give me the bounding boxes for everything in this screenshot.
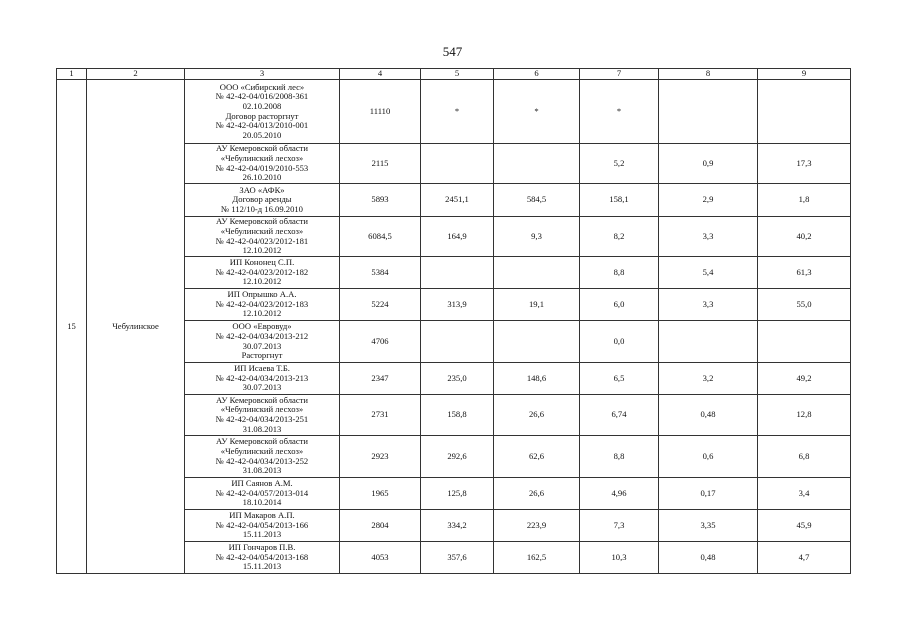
lessee-line: № 42-42-04/034/2013-251 [215,414,309,424]
value-cell-c7: 6,5 [580,363,659,395]
lessee-cell [185,510,340,542]
value-cell-c9: 49,2 [758,363,851,395]
lessee-line: 12.10.2012 [242,276,282,287]
lessee-cell [185,144,340,184]
value-cell-c9: 12,8 [758,395,851,436]
value-cell-c8: 0,9 [659,144,758,184]
value-cell-c5: 357,6 [421,542,494,574]
lessee-line: 20.05.2010 [242,129,282,140]
lessee-cell [185,436,340,478]
value-cell-c5: 164,9 [421,217,494,257]
value-cell-c9: 61,3 [758,257,851,289]
lessee-line: ЗАО «АФК» [239,184,285,195]
lessee-line: № 42-42-04/034/2013-212 [215,330,309,341]
lessee-line: Договор аренды [232,194,292,205]
value-cell-c4: 2731 [340,395,421,436]
value-cell-c4: 2923 [340,436,421,478]
lessee-line: Расторгнут [241,350,283,361]
lessee-cell [185,363,340,395]
value-cell-c4: 4053 [340,542,421,574]
lessee-cell [185,184,340,217]
value-cell-c7: 6,0 [580,289,659,321]
value-cell-c9: 45,9 [758,510,851,542]
column-header: 9 [758,69,851,80]
lessee-line: № 42-42-04/034/2013-213 [215,372,309,383]
lessee-line: № 112/10-д 16.09.2010 [221,203,303,214]
value-cell-c6: 26,6 [494,478,580,510]
table-header-row [57,69,851,80]
lessee-line: «Чебулинский лесхоз» [220,225,304,236]
value-cell-c9: 17,3 [758,144,851,184]
value-cell-c8: 3,3 [659,289,758,321]
value-cell-c7: 10,3 [580,542,659,574]
lessee-line: ИП Опрышко А.А. [227,289,297,300]
lessee-line: № 42-42-04/016/2008-361 [215,91,309,102]
lessee-line: 31.08.2013 [242,423,282,434]
value-cell-c4: 2804 [340,510,421,542]
lessee-cell [185,257,340,289]
lessee-line: № 42-42-04/023/2012-182 [215,266,309,277]
value-cell-c7: 8,8 [580,436,659,478]
value-cell-c6: 26,6 [494,395,580,436]
column-header: 6 [494,69,580,80]
value-cell-c4: 11110 [340,80,421,144]
value-cell-c7: 5,2 [580,144,659,184]
lessee-line: «Чебулинский лесхоз» [220,404,304,415]
lessee-cell [185,395,340,436]
value-cell-c9: 55,0 [758,289,851,321]
value-cell-c6: 162,5 [494,542,580,574]
lessee-line: ООО «Евровуд» [232,321,292,332]
value-cell-c9 [758,80,851,144]
value-cell-c6: * [494,80,580,144]
lessee-line: № 42-42-04/023/2012-181 [215,235,309,246]
region-number-cell: 15 [57,80,87,574]
lessee-cell [185,217,340,257]
value-cell-c7: 6,74 [580,395,659,436]
lessee-line: № 42-42-04/023/2012-183 [215,298,309,309]
value-cell-c7: 8,8 [580,257,659,289]
value-cell-c4: 4706 [340,321,421,363]
value-cell-c5: 235,0 [421,363,494,395]
lessee-line: ИП Кононец С.П. [229,257,295,268]
value-cell-c6: 148,6 [494,363,580,395]
lessee-cell [185,321,340,363]
lessee-line: 12.10.2012 [242,245,282,256]
value-cell-c5 [421,144,494,184]
value-cell-c4: 2347 [340,363,421,395]
value-cell-c4: 5224 [340,289,421,321]
value-cell-c8: 0,48 [659,542,758,574]
value-cell-c4: 5384 [340,257,421,289]
value-cell-c9: 1,8 [758,184,851,217]
value-cell-c9: 3,4 [758,478,851,510]
value-cell-c5: 2451,1 [421,184,494,217]
lessee-line: 18.10.2014 [242,497,282,508]
lessee-line: 30.07.2013 [242,382,282,393]
value-cell-c6: 19,1 [494,289,580,321]
value-cell-c6: 223,9 [494,510,580,542]
lessee-line: АУ Кемеровской области [215,143,309,154]
value-cell-c9: 40,2 [758,217,851,257]
value-cell-c8: 3,2 [659,363,758,395]
lessee-line: № 42-42-04/034/2013-252 [215,455,309,466]
lessee-line: ИП Гончаров П.В. [228,542,296,553]
value-cell-c5: 313,9 [421,289,494,321]
value-cell-c5: 334,2 [421,510,494,542]
region-name-cell: Чебулинское [87,80,185,574]
value-cell-c7: 7,3 [580,510,659,542]
value-cell-c8: 0,17 [659,478,758,510]
value-cell-c7: * [580,80,659,144]
lessee-line: ИП Саянов А.М. [231,478,293,489]
lessee-line: АУ Кемеровской области [215,394,309,405]
value-cell-c5: * [421,80,494,144]
value-cell-c6: 62,6 [494,436,580,478]
value-cell-c7: 4,96 [580,478,659,510]
value-cell-c8: 0,6 [659,436,758,478]
lessee-line: ИП Исаева Т.Б. [234,363,290,374]
lessee-line: 15.11.2013 [242,561,282,572]
value-cell-c6 [494,321,580,363]
value-cell-c8: 0,48 [659,395,758,436]
lessee-line: 02.10.2008 [242,100,282,111]
lessee-line: «Чебулинский лесхоз» [220,445,304,456]
lease-table [56,68,851,574]
value-cell-c8: 3,3 [659,217,758,257]
lessee-line: № 42-42-04/019/2010-553 [215,162,309,173]
column-header: 5 [421,69,494,80]
value-cell-c6 [494,144,580,184]
value-cell-c7: 0,0 [580,321,659,363]
lessee-line: «Чебулинский лесхоз» [220,152,304,163]
lessee-line: Договор расторгнут [225,110,299,121]
value-cell-c4: 2115 [340,144,421,184]
value-cell-c4: 6084,5 [340,217,421,257]
page-number: 547 [442,44,463,59]
lessee-line: 26.10.2010 [242,172,282,183]
value-cell-c8 [659,80,758,144]
column-header: 3 [185,69,340,80]
lessee-line: № 42-42-04/054/2013-166 [215,519,309,530]
column-header: 7 [580,69,659,80]
lessee-line: № 42-42-04/013/2010-001 [215,120,309,131]
lessee-cell [185,542,340,574]
lessee-line: 15.11.2013 [242,529,282,540]
value-cell-c7: 8,2 [580,217,659,257]
value-cell-c8: 2,9 [659,184,758,217]
value-cell-c8: 3,35 [659,510,758,542]
lessee-cell [185,289,340,321]
column-header: 4 [340,69,421,80]
lessee-line: 30.07.2013 [242,340,282,351]
value-cell-c7: 158,1 [580,184,659,217]
value-cell-c9: 4,7 [758,542,851,574]
column-header: 1 [57,69,87,80]
lessee-line: ООО «Сибирский лес» [219,81,305,92]
lessee-cell [185,478,340,510]
lessee-line: АУ Кемеровской области [215,216,309,227]
value-cell-c4: 1965 [340,478,421,510]
value-cell-c6 [494,257,580,289]
value-cell-c5: 292,6 [421,436,494,478]
lessee-cell [185,80,340,144]
lessee-line: 31.08.2013 [242,465,282,476]
value-cell-c5: 158,8 [421,395,494,436]
lessee-line: ИП Макаров А.П. [229,510,295,521]
value-cell-c8 [659,321,758,363]
column-header: 8 [659,69,758,80]
value-cell-c4: 5893 [340,184,421,217]
value-cell-c6: 584,5 [494,184,580,217]
value-cell-c6: 9,3 [494,217,580,257]
column-header: 2 [87,69,185,80]
value-cell-c5 [421,321,494,363]
value-cell-c5: 125,8 [421,478,494,510]
value-cell-c9 [758,321,851,363]
lessee-line: 12.10.2012 [242,308,282,319]
lessee-line: № 42-42-04/057/2013-014 [215,487,309,498]
value-cell-c8: 5,4 [659,257,758,289]
lessee-line: № 42-42-04/054/2013-168 [215,551,309,562]
value-cell-c5 [421,257,494,289]
table-row [57,80,851,144]
lessee-line: АУ Кемеровской области [215,436,309,447]
value-cell-c9: 6,8 [758,436,851,478]
